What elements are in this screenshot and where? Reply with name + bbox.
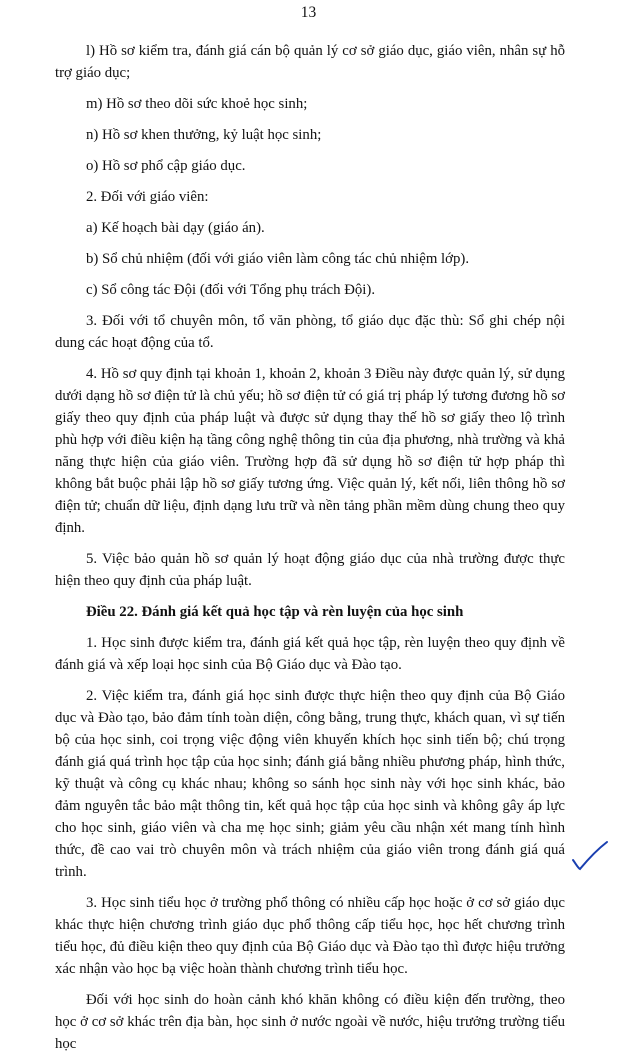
paragraph: Đối với học sinh do hoàn cảnh khó khăn không có điều kiện đến trường, theo học ở cơ sở khác trên địa bàn, học sinh ở nước ngoài về nước, hiệu trưởng trường tiểu học bbox=[55, 992, 565, 1052]
paragraph: 2. Đối với giáo viên: bbox=[86, 189, 209, 205]
paragraph: 3. Học sinh tiểu học ở trường phổ thông có nhiều cấp học hoặc ở cơ sở giáo dục khác thực hiện chương trình giáo dục phổ thông cấp tiểu học, học hết chương trình tiểu học, đủ điều kiện theo quy định của Bộ Giáo dục và Đào tạo thì được hiệu trưởng xác nhận vào học bạ việc hoàn thành chương trình tiểu học. bbox=[55, 895, 565, 977]
paragraph: c) Sổ công tác Đội (đối với Tổng phụ trách Đội). bbox=[86, 282, 376, 298]
initial-checkmark-icon bbox=[567, 838, 612, 874]
page-number: 13 bbox=[300, 4, 317, 21]
checkmark-stroke bbox=[573, 842, 607, 869]
paragraph: o) Hồ sơ phổ cập giáo dục. bbox=[86, 158, 246, 174]
paragraph: 1. Học sinh được kiểm tra, đánh giá kết quả học tập, rèn luyện theo quy định về đánh giá và xếp loại học sinh của Bộ Giáo dục và Đào tạo. bbox=[55, 635, 565, 673]
paragraph: 5. Việc bảo quản hồ sơ quản lý hoạt động giáo dục của nhà trường được thực hiện theo quy định của pháp luật. bbox=[55, 551, 565, 589]
paragraph: 2. Việc kiểm tra, đánh giá học sinh được thực hiện theo quy định của Bộ Giáo dục và Đào tạo, bảo đảm tính toàn diện, công bằng, trung thực, khách quan, vì sự tiến bộ của học sinh, coi trọng việc động viên khuyến khích học sinh tiến bộ; chú trọng đánh giá quá trình học tập của học sinh; đánh giá bằng nhiều phương pháp, hình thức, kỹ thuật và công cụ khác nhau; không so sánh học sinh này với học sinh khác, bảo đảm nguyên tắc bảo mật thông tin, kết quả học tập của học sinh và không gây áp lực cho học sinh, giáo viên và cha mẹ học sinh; giảm yêu cầu nhận xét mang tính hình thức, đề cao vai trò chuyên môn và trách nhiệm của giáo viên trong đánh giá quá trình. bbox=[55, 688, 565, 880]
paragraph: b) Sổ chủ nhiệm (đối với giáo viên làm công tác chủ nhiệm lớp). bbox=[86, 251, 470, 267]
paragraph: 4. Hồ sơ quy định tại khoản 1, khoản 2, khoản 3 Điều này được quản lý, sử dụng dưới dạng hồ sơ điện tử là chủ yếu; hồ sơ điện tử có giá trị pháp lý tương đương hồ sơ giấy theo quy định của pháp luật và được sử dụng thay thế hồ sơ giấy theo lộ trình phù hợp với điều kiện hạ tầng công nghệ thông tin của địa phương, nhà trường và khả năng thực hiện của giáo viên. Trường hợp đã sử dụng hồ sơ điện tử hợp pháp thì không bắt buộc phải lập hồ sơ giấy tương ứng. Việc quản lý, kết nối, liên thông hồ sơ điện tử; chuẩn dữ liệu, định dạng lưu trữ và nền tảng phần mềm dùng chung theo quy định. bbox=[55, 366, 565, 536]
paragraph: a) Kế hoạch bài dạy (giáo án). bbox=[86, 220, 265, 236]
paragraph: 3. Đối với tổ chuyên môn, tổ văn phòng, tổ giáo dục đặc thù: Sổ ghi chép nội dung các hoạt động của tổ. bbox=[55, 313, 565, 351]
document-body bbox=[55, 40, 565, 1064]
paragraph: l) Hồ sơ kiểm tra, đánh giá cán bộ quản lý cơ sở giáo dục, giáo viên, nhân sự hỗ trợ giáo dục; bbox=[55, 43, 565, 81]
paragraph: m) Hồ sơ theo dõi sức khoẻ học sinh; bbox=[86, 96, 308, 112]
paragraph: n) Hồ sơ khen thưởng, kỷ luật học sinh; bbox=[86, 127, 322, 143]
article-heading: Điều 22. Đánh giá kết quả học tập và rèn luyện của học sinh bbox=[86, 604, 464, 620]
